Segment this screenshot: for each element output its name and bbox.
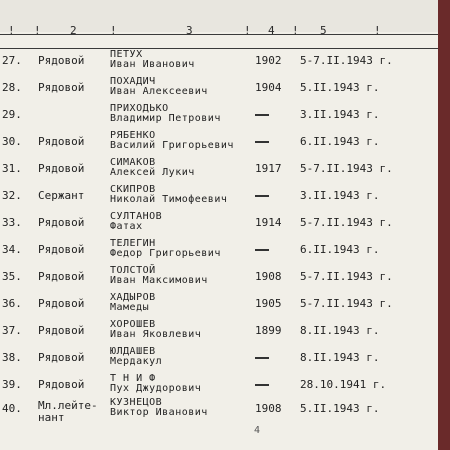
table-row: [0, 266, 450, 293]
row-date: 8.II.1943 г.: [300, 324, 380, 337]
row-name: [110, 185, 227, 205]
row-birth-year: 1908: [255, 270, 282, 283]
row-date: 6.II.1943 г.: [300, 243, 380, 256]
row-given-name: Виктор Иванович: [110, 407, 208, 418]
col-mark: 2: [70, 24, 77, 37]
row-name: [110, 104, 221, 124]
row-given-name: Николай Тимофеевич: [110, 194, 228, 205]
header-top-rule: [0, 34, 450, 35]
row-given-name: Пух Джудорович: [110, 383, 202, 394]
col-mark: !: [8, 24, 15, 37]
row-date: 5.II.1943 г.: [300, 402, 380, 415]
row-given-name: Мердакул: [110, 356, 163, 367]
row-date: 6.II.1943 г.: [300, 135, 380, 148]
row-rank: Рядовой: [38, 324, 85, 337]
row-name: [110, 347, 162, 367]
row-given-name: Фатах: [110, 221, 143, 232]
row-date: 5.II.1943 г.: [300, 81, 380, 94]
row-surname: ПРИХОДЬКО: [110, 103, 169, 114]
row-rank: Мл.лейте- нант: [38, 399, 98, 424]
row-name: [110, 293, 156, 313]
row-name: [110, 266, 208, 286]
row-birth-year: [255, 351, 269, 364]
row-birth-year: [255, 378, 269, 391]
table-row: [0, 293, 450, 320]
row-number: 27.: [2, 54, 22, 67]
row-date: 5-7.II.1943 г.: [300, 297, 393, 310]
row-surname: СИМАКОВ: [110, 157, 156, 168]
row-number: 31.: [2, 162, 22, 175]
row-rank: Рядовой: [38, 351, 85, 364]
row-date: 8.II.1943 г.: [300, 351, 380, 364]
table-row: [0, 239, 450, 266]
row-surname: ТОЛСТОЙ: [110, 265, 156, 276]
row-rank: Сержант: [38, 189, 85, 202]
row-number: 36.: [2, 297, 22, 310]
row-given-name: Владимир Петрович: [110, 113, 221, 124]
table-row: [0, 131, 450, 158]
table-row: [0, 158, 450, 185]
row-date: 5-7.II.1943 г.: [300, 216, 393, 229]
row-birth-year: 1902: [255, 54, 282, 67]
row-number: 30.: [2, 135, 22, 148]
row-surname: КУЗНЕЦОВ: [110, 397, 163, 408]
dash-mark: [255, 141, 269, 143]
col-mark: !: [110, 24, 117, 37]
row-number: 28.: [2, 81, 22, 94]
binding-edge: [438, 0, 450, 450]
table-row: [0, 212, 450, 239]
row-rank: Рядовой: [38, 81, 85, 94]
row-name: [110, 50, 195, 70]
table-row: [0, 185, 450, 212]
row-rank: Рядовой: [38, 243, 85, 256]
row-name: [110, 374, 201, 394]
row-birth-year: [255, 108, 269, 121]
row-rank: Рядовой: [38, 216, 85, 229]
row-number: 32.: [2, 189, 22, 202]
row-given-name: Иван Алексеевич: [110, 86, 208, 97]
row-birth-year: [255, 243, 269, 256]
row-rank: Рядовой: [38, 135, 85, 148]
dash-mark: [255, 357, 269, 359]
row-birth-year: [255, 189, 269, 202]
dash-mark: [255, 195, 269, 197]
row-rank: Рядовой: [38, 54, 85, 67]
col-mark: !: [374, 24, 381, 37]
row-rank: Рядовой: [38, 297, 85, 310]
row-number: 35.: [2, 270, 22, 283]
row-number: 39.: [2, 378, 22, 391]
row-name: [110, 77, 208, 97]
row-surname: СУЛТАНОВ: [110, 211, 163, 222]
row-number: 33.: [2, 216, 22, 229]
row-date: 5-7.II.1943 г.: [300, 54, 393, 67]
row-birth-year: 1904: [255, 81, 282, 94]
col-mark: 4: [268, 24, 275, 37]
row-surname: ПЕТУХ: [110, 49, 143, 60]
row-surname: ЮЛДАШЕВ: [110, 346, 156, 357]
page-mark: 4: [254, 425, 261, 436]
row-surname: СКИПРОВ: [110, 184, 156, 195]
row-number: 37.: [2, 324, 22, 337]
row-date: 5-7.II.1943 г.: [300, 270, 393, 283]
row-date: 28.10.1941 г.: [300, 378, 387, 391]
row-birth-year: 1899: [255, 324, 282, 337]
dash-mark: [255, 249, 269, 251]
col-mark: !: [292, 24, 299, 37]
col-mark: !: [244, 24, 251, 37]
row-number: 38.: [2, 351, 22, 364]
row-birth-year: 1914: [255, 216, 282, 229]
row-given-name: Федор Григорьевич: [110, 248, 221, 259]
row-surname: ХОРОШЕВ: [110, 319, 156, 330]
row-rank: Рядовой: [38, 162, 85, 175]
row-name: [110, 212, 162, 232]
row-name: [110, 320, 201, 340]
table-row: [0, 398, 450, 425]
header-bottom-rule: [0, 48, 450, 49]
row-surname: ПОХАДИЧ: [110, 76, 156, 87]
row-rank: Рядовой: [38, 378, 85, 391]
row-given-name: Василий Григорьевич: [110, 140, 234, 151]
row-surname: РЯБЕНКО: [110, 130, 156, 141]
row-name: [110, 239, 221, 259]
table-row: [0, 104, 450, 131]
row-name: [110, 131, 234, 151]
page-top-margin: [0, 0, 450, 32]
row-birth-year: 1905: [255, 297, 282, 310]
table-row: [0, 347, 450, 374]
dash-mark: [255, 114, 269, 116]
row-given-name: Иван Максимович: [110, 275, 208, 286]
col-mark: 5: [320, 24, 327, 37]
table-row: [0, 374, 450, 401]
col-mark: 3: [186, 24, 193, 37]
row-birth-year: 1917: [255, 162, 282, 175]
col-mark: !: [34, 24, 41, 37]
row-date: 3.II.1943 г.: [300, 189, 380, 202]
table-row: [0, 77, 450, 104]
row-date: 3.II.1943 г.: [300, 108, 380, 121]
row-surname: ТЕЛЕГИН: [110, 238, 156, 249]
row-birth-year: 1908: [255, 402, 282, 415]
row-number: 29.: [2, 108, 22, 121]
row-given-name: Мамеды: [110, 302, 150, 313]
row-given-name: Иван Яковлевич: [110, 329, 202, 340]
row-rank: Рядовой: [38, 270, 85, 283]
row-date: 5-7.II.1943 г.: [300, 162, 393, 175]
table-row: [0, 50, 450, 77]
row-number: 34.: [2, 243, 22, 256]
row-number: 40.: [2, 402, 22, 415]
row-name: [110, 398, 208, 418]
row-name: [110, 158, 195, 178]
dash-mark: [255, 384, 269, 386]
row-surname: Т Н И Ф: [110, 373, 156, 384]
row-given-name: Иван Иванович: [110, 59, 195, 70]
row-surname: ХАДЫРОВ: [110, 292, 156, 303]
row-given-name: Алексей Лукич: [110, 167, 195, 178]
row-birth-year: [255, 135, 269, 148]
table-row: [0, 320, 450, 347]
